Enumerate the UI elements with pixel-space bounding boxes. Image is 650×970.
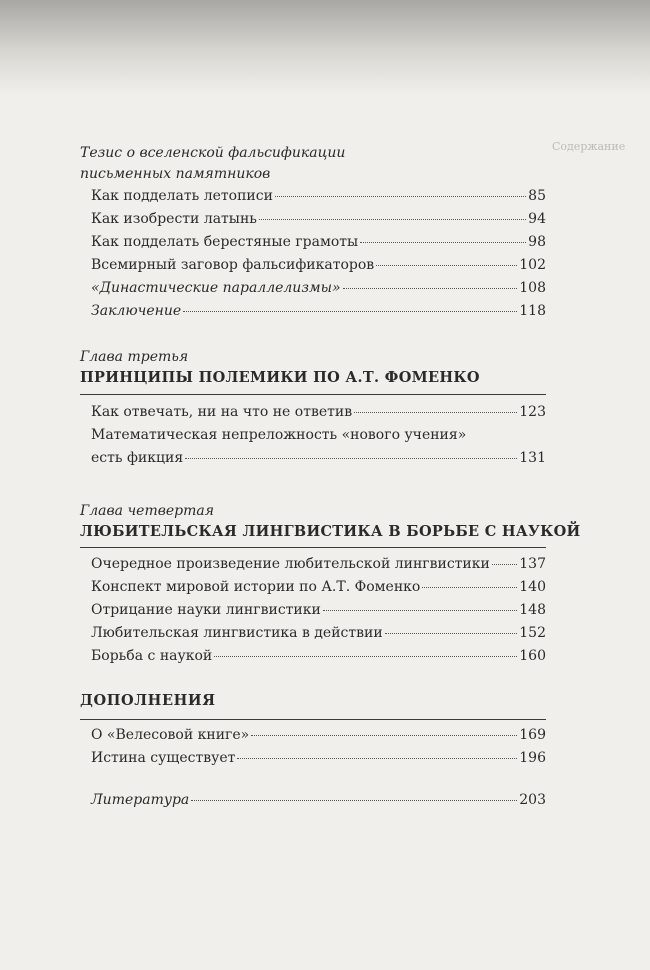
toc-entry[interactable]: Конспект мировой истории по А.Т. Фоменко 140	[80, 576, 546, 599]
toc-entry[interactable]: Отрицание науки лингвистики 148	[80, 599, 546, 622]
supplements-entries	[80, 724, 546, 770]
toc-entry[interactable]: Борьба с наукой 160	[80, 645, 546, 668]
divider	[80, 547, 546, 548]
table-of-contents	[80, 0, 581, 970]
toc-entry[interactable]: Любительская лингвистика в действии 152	[80, 622, 546, 645]
divider	[80, 719, 546, 720]
chapter-4-entries	[80, 553, 546, 668]
chapter-3-entries	[80, 401, 546, 470]
chapter-title: ПРИНЦИПЫ ПОЛЕМИКИ ПО А.Т. ФОМЕНКО	[80, 369, 480, 386]
toc-entry[interactable]: есть фикция 131	[80, 447, 546, 470]
chapter-4-section	[80, 501, 581, 543]
supplements-section	[80, 692, 546, 709]
toc-entry[interactable]: Как отвечать, ни на что не ответив 123	[80, 401, 546, 424]
toc-entry[interactable]: Как подделать берестяные грамоты 98	[80, 231, 546, 254]
page-number: 196	[519, 750, 546, 766]
part-section	[80, 143, 546, 323]
chapter-title: ЛЮБИТЕЛЬСКАЯ ЛИНГВИСТИКА В БОРЬБЕ С НАУКОЙ	[80, 523, 581, 540]
page-number: 131	[519, 450, 546, 466]
toc-entry[interactable]: «Династические параллелизмы» 108	[80, 277, 546, 300]
bleed-through-text: Содержание	[552, 140, 626, 153]
toc-entry[interactable]: Всемирный заговор фальсификаторов 102	[80, 254, 546, 277]
toc-entry[interactable]: Как подделать летописи 85	[80, 185, 546, 208]
page-number: 108	[519, 280, 546, 296]
page-number: 123	[519, 404, 546, 420]
page-number: 203	[519, 792, 546, 808]
toc-entry[interactable]: Литература 203	[80, 789, 546, 812]
page-number: 140	[519, 579, 546, 595]
toc-entry[interactable]: О «Велесовой книге» 169	[80, 724, 546, 747]
page-number: 94	[528, 211, 546, 227]
page-number: 152	[519, 625, 546, 641]
page-number: 85	[528, 188, 546, 204]
toc-entry[interactable]: Заключение 118	[80, 300, 546, 323]
page-number: 137	[519, 556, 546, 572]
chapter-kicker: Глава третья	[80, 349, 189, 365]
part-title-line-1: Тезис о вселенской фальсификации	[80, 145, 346, 161]
chapter-3-section	[80, 347, 546, 389]
section-title: ДОПОЛНЕНИЯ	[80, 692, 216, 709]
toc-entry[interactable]: Как изобрести латынь 94	[80, 208, 546, 231]
divider	[80, 394, 546, 395]
page-number: 169	[519, 727, 546, 743]
page-number: 160	[519, 648, 546, 664]
chapter-kicker: Глава четвертая	[80, 503, 215, 519]
page-number: 102	[519, 257, 546, 273]
page-number: 118	[519, 303, 546, 319]
page-number: 98	[528, 234, 546, 250]
toc-entry-line[interactable]: Математическая непреложность «нового учения»	[91, 427, 467, 443]
part-title-line-2: письменных памятников	[80, 166, 271, 182]
toc-entry[interactable]: Очередное произведение любительской лингвистики 137	[80, 553, 546, 576]
literature-section	[80, 789, 546, 812]
toc-entry[interactable]: Истина существует 196	[80, 747, 546, 770]
page-number: 148	[519, 602, 546, 618]
